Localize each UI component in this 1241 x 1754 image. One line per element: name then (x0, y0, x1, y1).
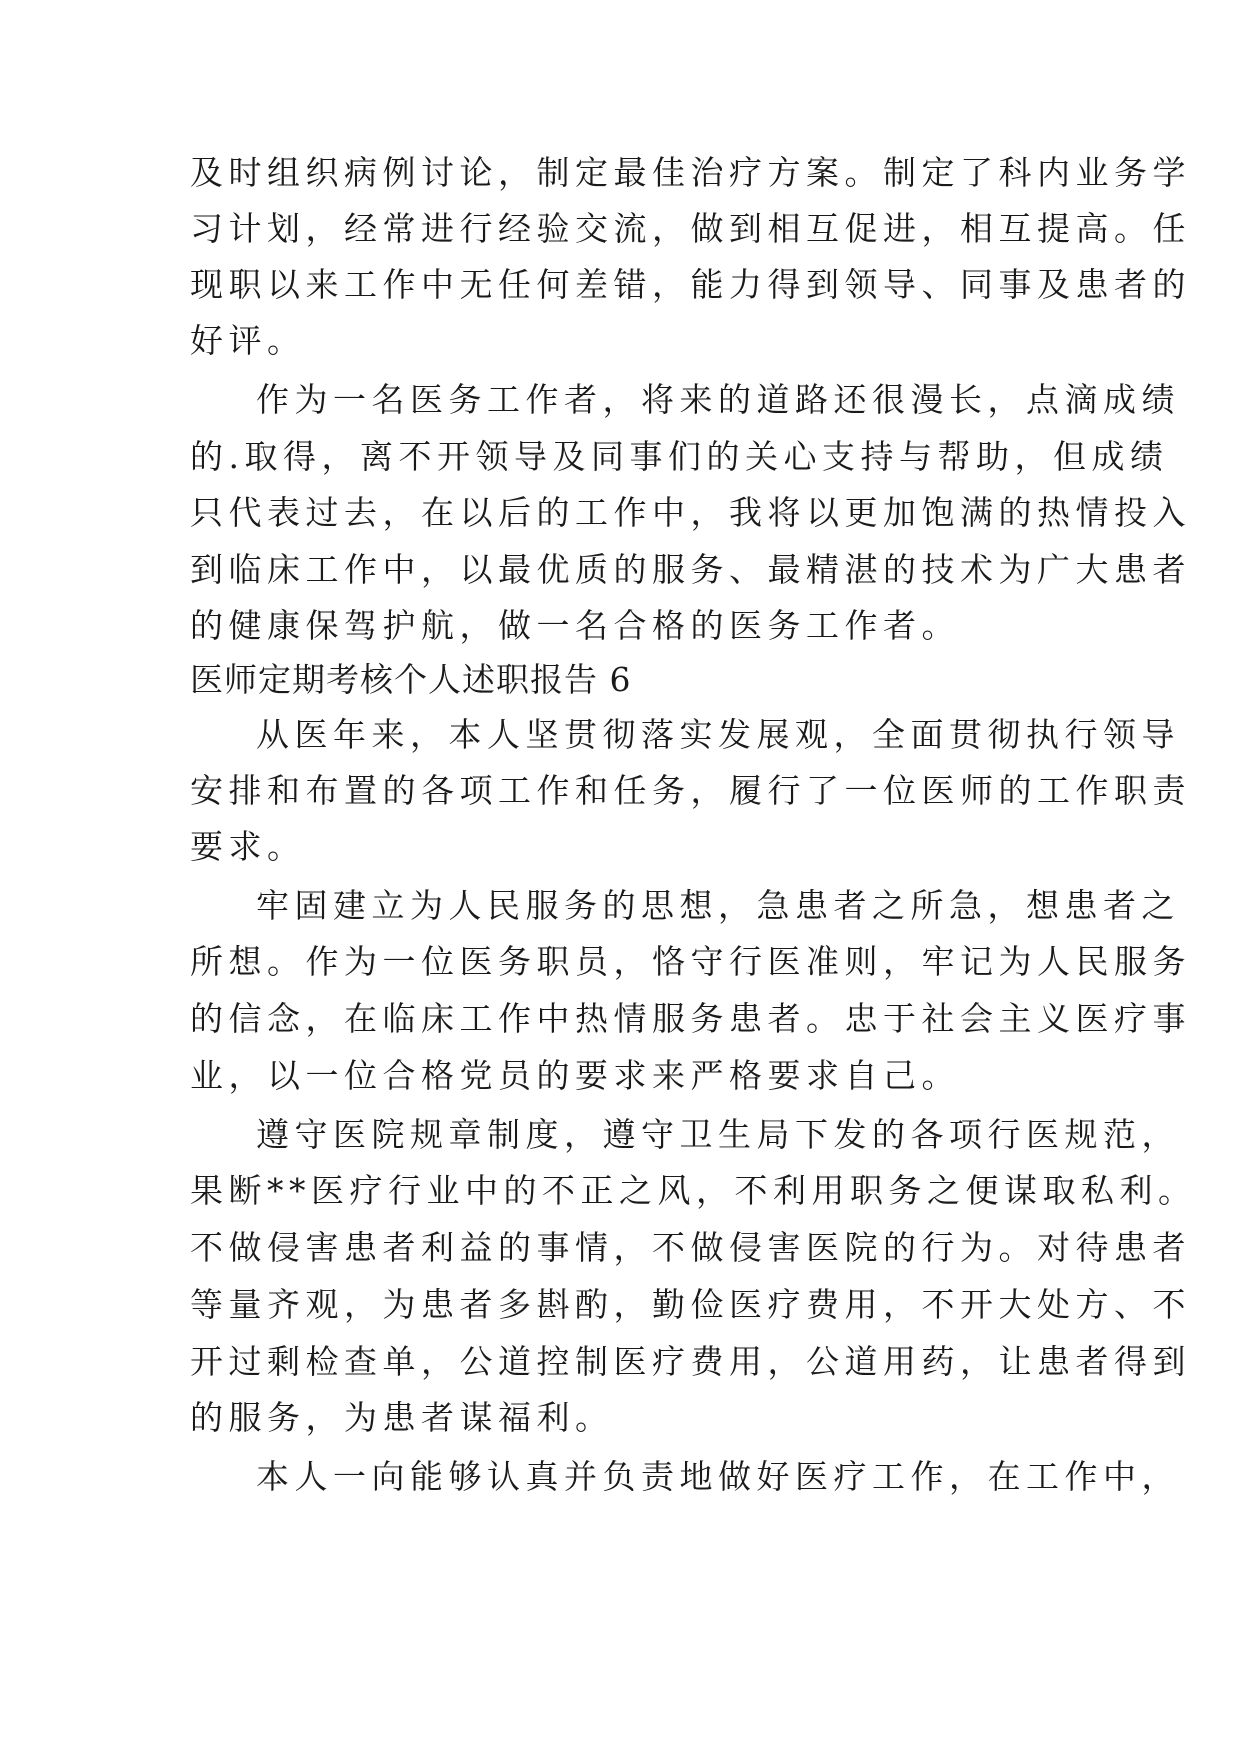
text-line: 的.取得，离不开领导及同事们的关心支持与帮助，但成绩 (190, 437, 1169, 476)
paragraph-first-line: 遵守医院规章制度，遵守卫生局下发的各项行医规范， (256, 1115, 1180, 1154)
text-line: 及时组织病例讨论，制定最佳治疗方案。制定了科内业务学 (190, 153, 1191, 192)
text-line: 业，以一位合格党员的要求来严格要求自己。 (190, 1056, 960, 1095)
text-line: 现职以来工作中无任何差错，能力得到领导、同事及患者的 (190, 265, 1191, 304)
text-line: 安排和布置的各项工作和任务，履行了一位医师的工作职责 (190, 771, 1191, 810)
paragraph-first-line: 本人一向能够认真并负责地做好医疗工作，在工作中， (256, 1457, 1180, 1496)
text-line: 的信念，在临床工作中热情服务患者。忠于社会主义医疗事 (190, 999, 1191, 1038)
text-line: 所想。作为一位医务职员，恪守行医准则，牢记为人民服务 (190, 942, 1191, 981)
text-line: 习计划，经常进行经验交流，做到相互促进，相互提高。任 (190, 209, 1191, 248)
text-line: 不做侵害患者利益的事情，不做侵害医院的行为。对待患者 (190, 1228, 1191, 1267)
text-line: 到临床工作中，以最优质的服务、最精湛的技术为广大患者 (190, 550, 1191, 589)
paragraph-first-line: 从医年来，本人坚贯彻落实发展观，全面贯彻执行领导 (256, 715, 1180, 754)
text-line: 果断**医疗行业中的不正之风，不利用职务之便谋取私利。 (190, 1171, 1197, 1210)
text-line: 好评。 (190, 321, 306, 360)
paragraph-first-line: 作为一名医务工作者，将来的道路还很漫长，点滴成绩 (256, 380, 1180, 419)
text-line: 等量齐观，为患者多斟酌，勤俭医疗费用，不开大处方、不 (190, 1285, 1191, 1324)
text-line: 的服务，为患者谋福利。 (190, 1398, 614, 1437)
section-heading: 医师定期考核个人述职报告 6 (190, 660, 632, 699)
text-line: 开过剩检查单，公道控制医疗费用，公道用药，让患者得到 (190, 1342, 1191, 1381)
text-line: 的健康保驾护航，做一名合格的医务工作者。 (190, 606, 960, 645)
text-line: 要求。 (190, 827, 306, 866)
text-line: 只代表过去，在以后的工作中，我将以更加饱满的热情投入 (190, 493, 1191, 532)
paragraph-first-line: 牢固建立为人民服务的思想，急患者之所急，想患者之 (256, 886, 1180, 925)
